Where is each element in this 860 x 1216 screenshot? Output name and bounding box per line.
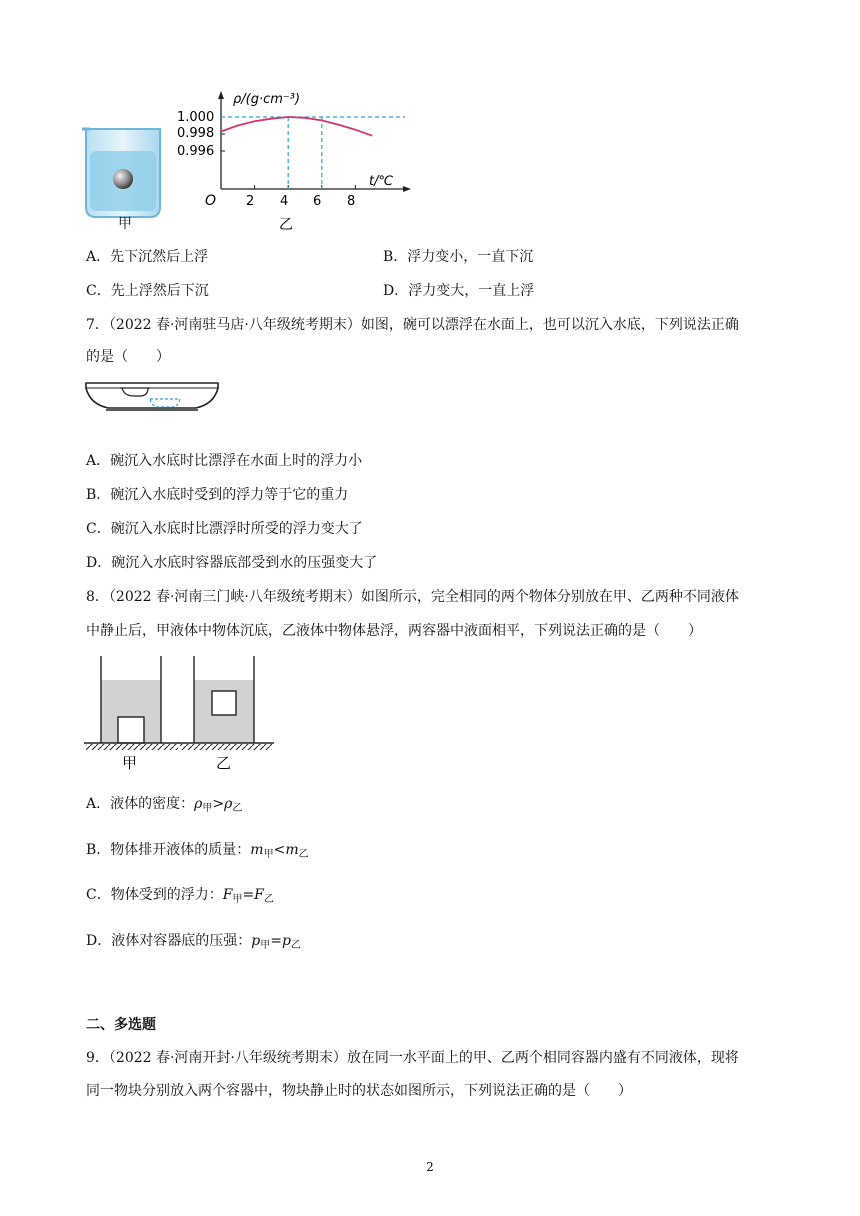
q7-stem-line1: 7．（2022 春·河南驻马店·八年级统考期末）如图，碗可以漂浮在水面上，也可以沉入水底，下列说法正确 xyxy=(86,317,739,333)
q7-stem-line2: 的是（ ） xyxy=(86,349,170,365)
chart-xtick: 4 xyxy=(280,194,289,209)
subscript: 甲 xyxy=(232,894,243,905)
subscript: 乙 xyxy=(263,894,274,905)
operator: = xyxy=(270,933,282,949)
two-containers-figure xyxy=(84,656,284,771)
sym: p xyxy=(251,933,261,949)
density-temperature-chart xyxy=(175,85,420,235)
ball-icon xyxy=(113,169,133,189)
option-prefix: B．物体排开液体的质量： xyxy=(86,842,251,858)
chart-xtick: 2 xyxy=(246,194,255,209)
chart-ytick: 0.996 xyxy=(177,144,215,159)
q6-option-c[interactable]: C．先上浮然后下沉 xyxy=(86,283,209,299)
q9-stem-line1: 9．（2022 春·河南开封·八年级统考期末）放在同一水平面上的甲、乙两个相同容器内盛有不同液体，现将 xyxy=(86,1050,739,1066)
subscript: 甲 xyxy=(202,803,213,814)
beaker-with-ball-figure xyxy=(80,125,170,225)
sym: m xyxy=(285,842,299,858)
chart-xlabel: t/℃ xyxy=(369,174,394,189)
q8-option-d[interactable] xyxy=(86,931,301,956)
operator: < xyxy=(273,842,286,858)
chart-origin-label: O xyxy=(205,193,217,209)
q7-option-b[interactable]: B．碗沉入水底时受到的浮力等于它的重力 xyxy=(86,487,349,503)
chart-x-axis-arrow xyxy=(403,186,411,192)
bowl-in-container-figure xyxy=(84,380,220,412)
subscript: 甲 xyxy=(263,849,274,860)
chart-xtick: 6 xyxy=(313,194,322,209)
q6-figure xyxy=(80,85,420,235)
q7-option-c[interactable]: C．碗沉入水底时比漂浮时所受的浮力变大了 xyxy=(86,521,363,537)
chart-xtick: 8 xyxy=(347,194,356,209)
q9-stem-line2: 同一物块分别放入两个容器中，物块静止时的状态如图所示，下列说法正确的是（ ） xyxy=(86,1083,632,1099)
option-prefix: C．物体受到的浮力： xyxy=(86,887,223,903)
subscript: 乙 xyxy=(290,940,301,951)
fig-label-jia: 甲 xyxy=(118,216,132,232)
sym: m xyxy=(250,842,264,858)
option-prefix: A．液体的密度： xyxy=(86,796,195,812)
section-title: 二、多选题 xyxy=(86,1017,156,1033)
sym: ρ xyxy=(194,796,203,812)
subscript: 乙 xyxy=(232,803,243,814)
option-prefix: D．液体对容器底的压强： xyxy=(86,933,252,949)
q7-option-d[interactable]: D．碗沉入水底时容器底部受到水的压强变大了 xyxy=(86,555,378,571)
q6-option-a[interactable]: A．先下沉然后上浮 xyxy=(86,249,209,265)
q8-option-a[interactable] xyxy=(86,794,242,819)
q8-stem-line2: 中静止后，甲液体中物体沉底，乙液体中物体悬浮，两容器中液面相平，下列说法正确的是（ ） xyxy=(86,623,702,639)
subscript: 甲 xyxy=(260,940,271,951)
chart-bottom-label: 乙 xyxy=(279,217,293,233)
chart-ytick: 0.998 xyxy=(177,126,215,141)
chart-density-curve xyxy=(221,117,372,136)
page-number: 2 xyxy=(426,1160,434,1174)
q8-stem-line1: 8．（2022 春·河南三门峡·八年级统考期末）如图所示，完全相同的两个物体分别放在甲、乙两种不同液体 xyxy=(86,589,739,605)
chart-ylabel: ρ/(g·cm⁻³) xyxy=(233,92,301,107)
sym: F xyxy=(222,887,233,903)
operator: > xyxy=(212,796,225,812)
q6-option-b[interactable]: B．浮力变小，一直下沉 xyxy=(383,249,534,265)
q8-option-b[interactable] xyxy=(86,840,309,865)
q6-option-d[interactable]: D．浮力变大，一直上浮 xyxy=(383,283,535,299)
sym: F xyxy=(254,887,264,903)
q8-option-c[interactable] xyxy=(86,885,274,910)
fig-label-jia: 甲 xyxy=(122,754,138,771)
q7-option-a[interactable]: A．碗沉入水底时比漂浮在水面上时的浮力小 xyxy=(86,453,363,469)
subscript: 乙 xyxy=(298,849,309,860)
fig-label-yi: 乙 xyxy=(216,754,232,771)
sym: p xyxy=(281,933,291,949)
chart-ytick: 1.000 xyxy=(177,110,215,125)
sym: ρ xyxy=(224,796,233,812)
chart-y-axis-arrow xyxy=(218,91,224,99)
operator: = xyxy=(242,887,255,903)
